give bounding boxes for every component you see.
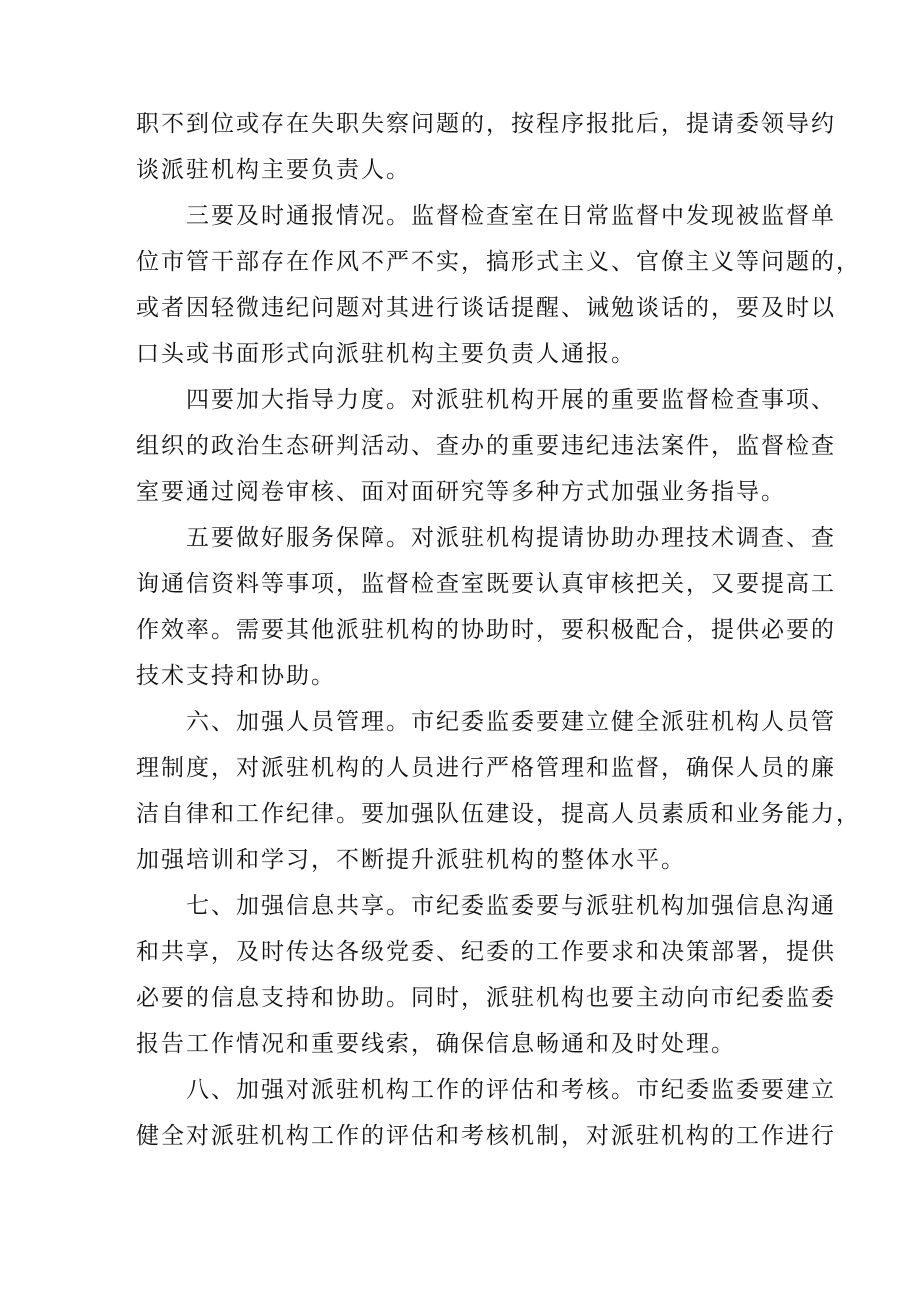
paragraph-liu	[136, 699, 861, 883]
paragraph-wu	[136, 515, 836, 699]
text-line: 或者因轻微违纪问题对其进行谈话提醒、诫勉谈话的，要及时以	[136, 295, 836, 321]
text-line: 作效率。需要其他派驻机构的协助时，要积极配合，提供必要的	[136, 617, 836, 643]
paragraph-continued	[136, 101, 836, 193]
paragraph-si	[136, 377, 836, 515]
paragraph-ba	[136, 1067, 836, 1159]
text-line: 洁自律和工作纪律。要加强队伍建设，提高人员素质和业务能力，	[136, 801, 861, 827]
text-line: 健全对派驻机构工作的评估和考核机制，对派驻机构的工作进行	[136, 1123, 836, 1149]
text-line: 八、加强对派驻机构工作的评估和考核。市纪委监委要建立	[186, 1077, 836, 1103]
text-line: 室要通过阅卷审核、面对面研究等多种方式加强业务指导。	[136, 479, 786, 505]
text-line: 位市管干部存在作风不严不实，搞形式主义、官僚主义等问题的，	[136, 249, 861, 275]
paragraph-san	[136, 193, 861, 377]
text-line: 技术支持和协助。	[136, 663, 336, 689]
text-line: 口头或书面形式向派驻机构主要负责人通报。	[136, 341, 636, 367]
text-line: 报告工作情况和重要线索，确保信息畅通和及时处理。	[136, 1031, 736, 1057]
text-line: 四要加大指导力度。对派驻机构开展的重要监督检查事项、	[186, 387, 836, 413]
text-line: 职不到位或存在失职失察问题的，按程序报批后，提请委领导约	[136, 111, 836, 137]
text-line: 六、加强人员管理。市纪委监委要建立健全派驻机构人员管	[186, 709, 836, 735]
text-line: 七、加强信息共享。市纪委监委要与派驻机构加强信息沟通	[186, 893, 836, 919]
paragraph-qi	[136, 883, 836, 1067]
text-line: 谈派驻机构主要负责人。	[136, 157, 411, 183]
text-line: 加强培训和学习，不断提升派驻机构的整体水平。	[136, 847, 686, 873]
document-body	[136, 101, 861, 1159]
text-line: 组织的政治生态研判活动、查办的重要违纪违法案件，监督检查	[136, 433, 836, 459]
text-line: 三要及时通报情况。监督检查室在日常监督中发现被监督单	[186, 203, 836, 229]
text-line: 五要做好服务保障。对派驻机构提请协助办理技术调查、查	[186, 525, 836, 551]
text-line: 必要的信息支持和协助。同时，派驻机构也要主动向市纪委监委	[136, 985, 836, 1011]
text-line: 询通信资料等事项，监督检查室既要认真审核把关，又要提高工	[136, 571, 836, 597]
text-line: 和共享，及时传达各级党委、纪委的工作要求和决策部署，提供	[136, 939, 836, 965]
text-line: 理制度，对派驻机构的人员进行严格管理和监督，确保人员的廉	[136, 755, 836, 781]
